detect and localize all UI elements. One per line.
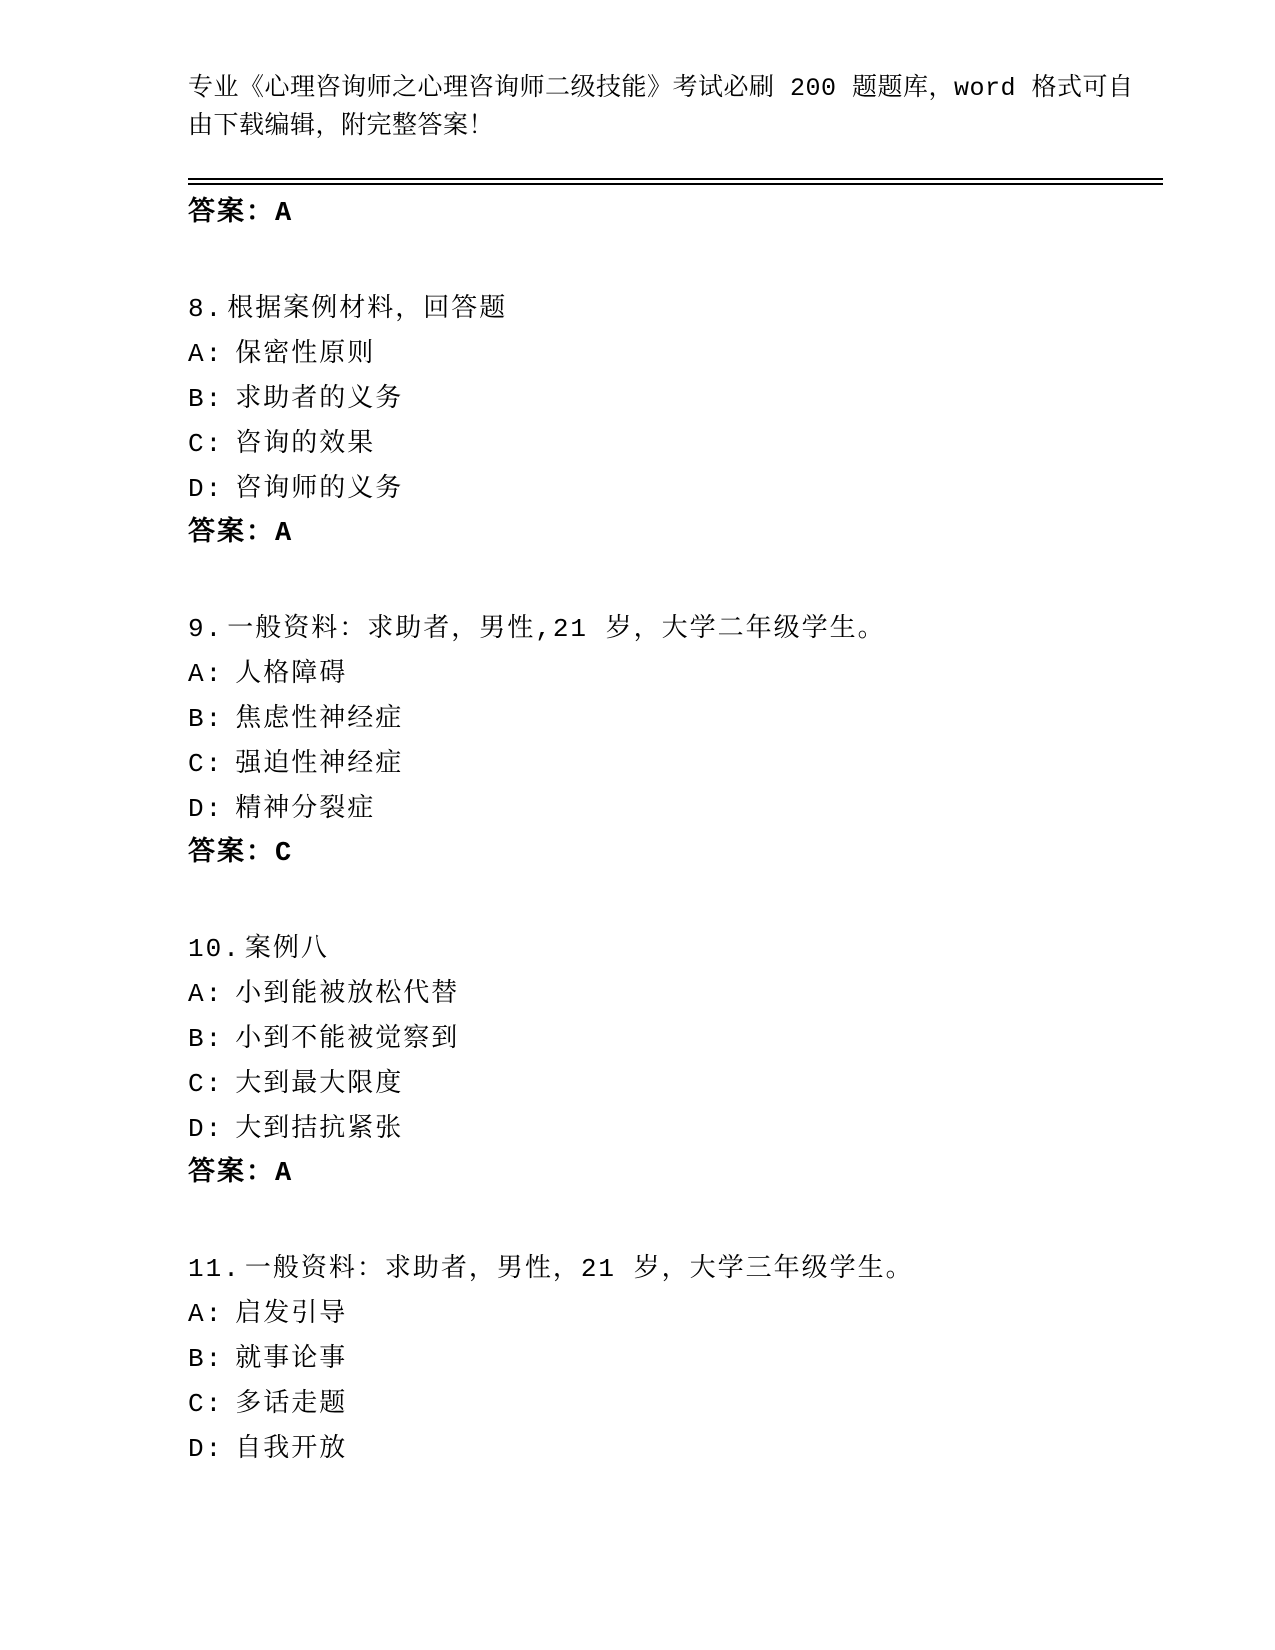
option-key: C: (188, 749, 224, 779)
question-8 (188, 287, 1175, 557)
header-line-2: 由下载编辑，附完整答案！ (188, 112, 495, 141)
answer-line: 答案：A (188, 519, 294, 549)
option-key: D: (188, 474, 224, 504)
header-line-1: 专业《心理咨询师之心理咨询师二级技能》考试必刷 200 题题库，word 格式可自 (188, 74, 1134, 103)
double-rule-divider (188, 178, 1163, 185)
option-d (188, 1107, 1175, 1152)
option-a (188, 972, 1175, 1017)
option-key: A: (188, 1299, 224, 1329)
option-text: 焦虑性神经症 (235, 704, 404, 734)
question-title (188, 927, 1175, 972)
option-text: 精神分裂症 (235, 794, 376, 824)
question-number: 9. (188, 614, 224, 644)
option-text: 咨询师的义务 (235, 474, 404, 504)
question-title (188, 607, 1175, 652)
option-text: 就事论事 (235, 1344, 348, 1374)
option-key: B: (188, 1344, 224, 1374)
option-key: C: (188, 1069, 224, 1099)
option-text: 多话走题 (235, 1389, 348, 1419)
question-number: 8. (188, 294, 224, 324)
option-key: D: (188, 794, 224, 824)
question-number: 11. (188, 1254, 241, 1284)
option-text: 小到能被放松代替 (235, 979, 460, 1009)
option-text: 小到不能被觉察到 (235, 1024, 460, 1054)
question-9 (188, 607, 1175, 877)
question-11 (188, 1247, 1175, 1472)
option-text: 保密性原则 (235, 339, 376, 369)
option-a (188, 652, 1175, 697)
question-title (188, 287, 1175, 332)
option-text: 大到拮抗紧张 (235, 1114, 404, 1144)
option-key: D: (188, 1434, 224, 1464)
option-text: 大到最大限度 (235, 1069, 404, 1099)
question-title (188, 1247, 1175, 1292)
option-key: B: (188, 384, 224, 414)
question-title-text: 一般资料：求助者，男性,21 岁，大学二年级学生。 (227, 614, 886, 644)
option-key: A: (188, 659, 224, 689)
option-key: C: (188, 429, 224, 459)
option-b (188, 1337, 1175, 1382)
question-title-text: 案例八 (244, 934, 329, 964)
option-b (188, 697, 1175, 742)
option-c (188, 422, 1175, 467)
option-b (188, 1017, 1175, 1062)
question-number: 10. (188, 934, 241, 964)
option-c (188, 1062, 1175, 1107)
question-title-text: 根据案例材料，回答题 (227, 294, 508, 324)
answer-line: 答案：A (188, 1159, 294, 1189)
option-text: 强迫性神经症 (235, 749, 404, 779)
option-key: D: (188, 1114, 224, 1144)
option-b (188, 377, 1175, 422)
document-header (188, 70, 1175, 146)
option-d (188, 1427, 1175, 1472)
option-a (188, 1292, 1175, 1337)
option-c (188, 1382, 1175, 1427)
option-key: B: (188, 704, 224, 734)
option-text: 求助者的义务 (235, 384, 404, 414)
option-key: C: (188, 1389, 224, 1419)
option-text: 咨询的效果 (235, 429, 376, 459)
option-key: A: (188, 339, 224, 369)
question-title-text: 一般资料：求助者，男性，21 岁，大学三年级学生。 (244, 1254, 914, 1284)
answer-line: 答案：C (188, 839, 294, 869)
option-text: 自我开放 (235, 1434, 348, 1464)
option-text: 人格障碍 (235, 659, 348, 689)
question-10 (188, 927, 1175, 1197)
option-key: B: (188, 1024, 224, 1054)
option-a (188, 332, 1175, 377)
answer-line: 答案：A (188, 199, 294, 229)
option-d (188, 467, 1175, 512)
option-key: A: (188, 979, 224, 1009)
option-d (188, 787, 1175, 832)
option-c (188, 742, 1175, 787)
option-text: 启发引导 (235, 1299, 348, 1329)
